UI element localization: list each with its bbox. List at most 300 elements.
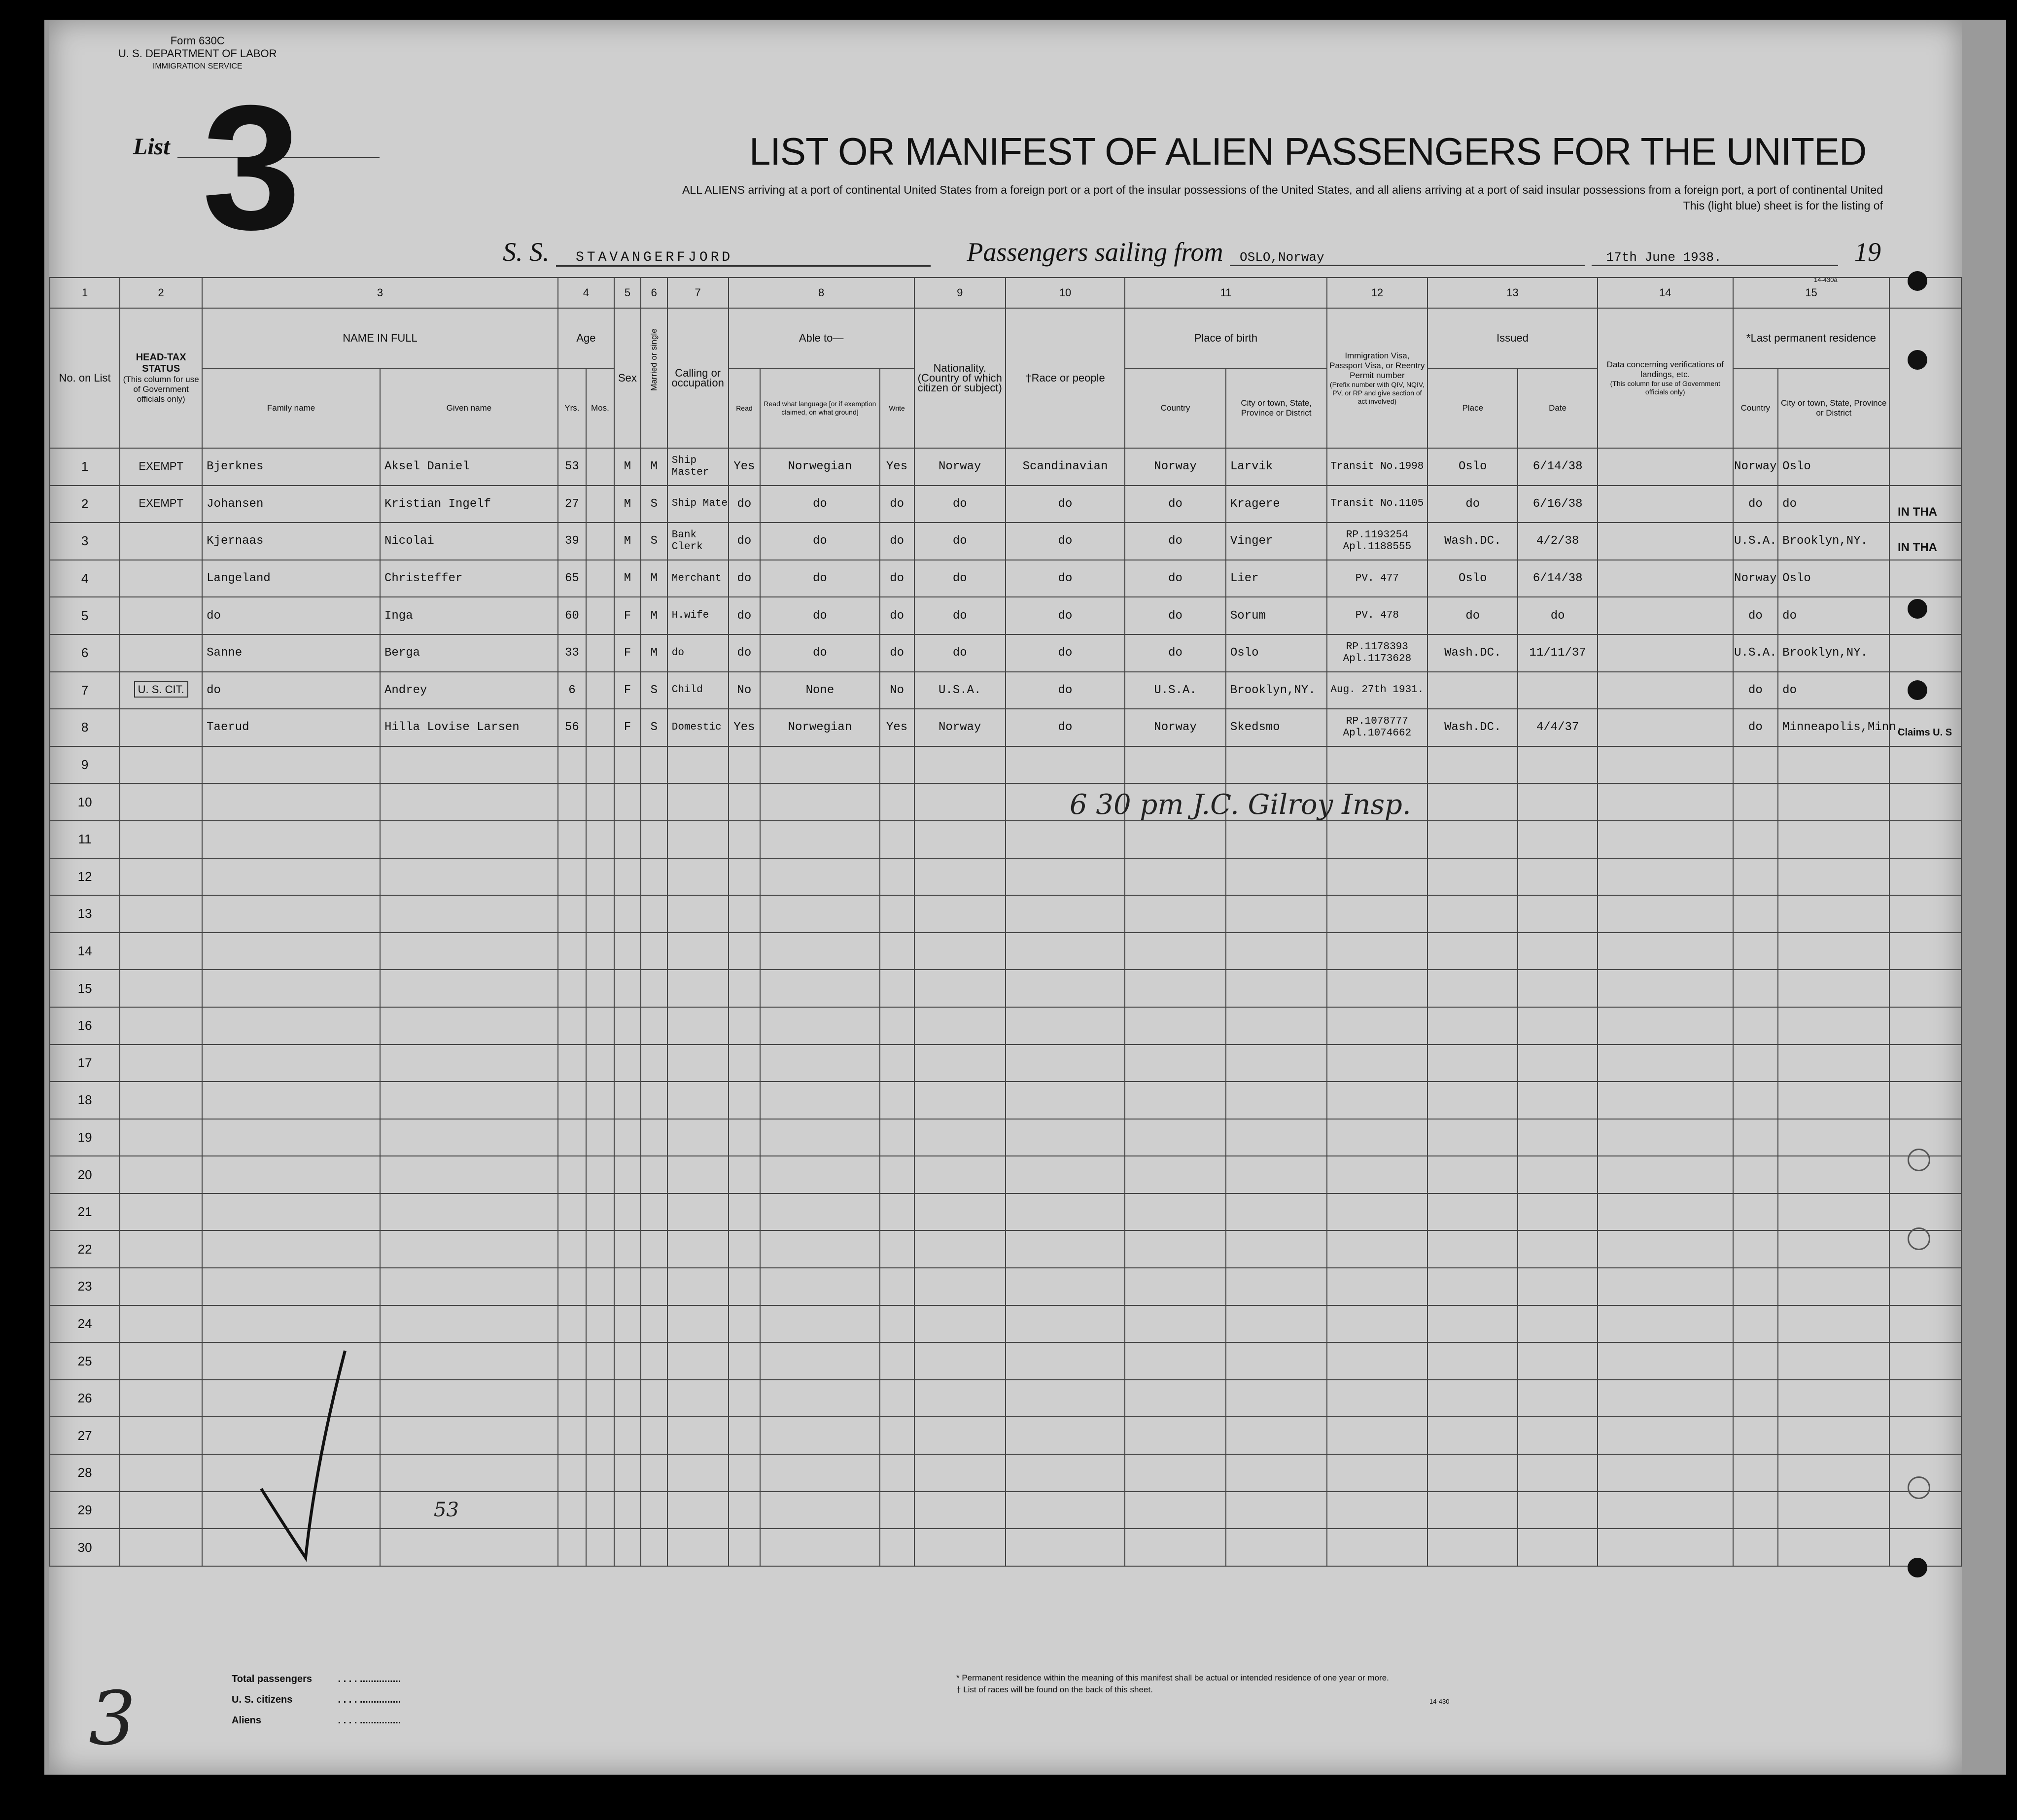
read-cell: Yes	[729, 448, 761, 486]
issued-date-cell	[1518, 1305, 1598, 1343]
birth-country-cell	[1125, 970, 1226, 1007]
res-city-cell	[1778, 1492, 1889, 1529]
family-name-cell: do	[202, 597, 380, 634]
birth-city-cell	[1226, 858, 1327, 896]
write-cell	[880, 1454, 914, 1492]
calling-cell: H.wife	[667, 597, 729, 634]
race-cell	[1006, 1156, 1125, 1193]
res-city-cell	[1778, 933, 1889, 970]
birth-city-cell: Brooklyn,NY.	[1226, 672, 1327, 709]
language-cell	[760, 1492, 879, 1529]
language-cell	[760, 895, 879, 933]
birth-city-cell	[1226, 895, 1327, 933]
verification-cell	[1598, 523, 1733, 560]
language-cell	[760, 746, 879, 784]
sex-cell	[614, 895, 641, 933]
aliens-label: Aliens	[232, 1715, 262, 1726]
visa-cell	[1327, 1342, 1428, 1380]
margin-cell	[1889, 746, 1961, 784]
birth-city-cell	[1226, 1156, 1327, 1193]
verification-cell	[1598, 672, 1733, 709]
age-months-cell	[586, 746, 614, 784]
calling-cell	[667, 821, 729, 858]
header-res-country: Country	[1733, 368, 1778, 448]
marital-cell	[641, 970, 667, 1007]
nationality-cell: do	[914, 597, 1006, 634]
marital-cell	[641, 821, 667, 858]
given-name-cell	[380, 1156, 558, 1193]
given-name-cell	[380, 1230, 558, 1268]
sex-cell	[614, 933, 641, 970]
res-country-cell	[1733, 1417, 1778, 1454]
issued-date-cell	[1518, 1529, 1598, 1566]
verification-cell	[1598, 1454, 1733, 1492]
verification-cell	[1598, 560, 1733, 597]
res-country-cell: Norway	[1733, 560, 1778, 597]
issued-place-cell	[1427, 970, 1518, 1007]
sex-cell: M	[614, 560, 641, 597]
head-tax-cell	[120, 709, 202, 746]
res-city-cell	[1778, 1417, 1889, 1454]
issued-place-cell	[1427, 1119, 1518, 1156]
birth-country-cell	[1125, 1342, 1226, 1380]
issued-date-cell	[1518, 1492, 1598, 1529]
read-cell	[729, 895, 761, 933]
margin-cell	[1889, 634, 1961, 672]
family-name-cell	[202, 1156, 380, 1193]
margin-cell	[1889, 933, 1961, 970]
issued-place-cell	[1427, 895, 1518, 933]
head-tax-cell	[120, 783, 202, 821]
sex-cell	[614, 1119, 641, 1156]
read-cell: do	[729, 634, 761, 672]
res-country-cell	[1733, 821, 1778, 858]
head-tax-cell	[120, 1454, 202, 1492]
empty-row	[50, 1007, 1961, 1045]
write-cell	[880, 933, 914, 970]
sex-cell	[614, 1193, 641, 1231]
issued-date-cell: 11/11/37	[1518, 634, 1598, 672]
head-tax-cell	[120, 634, 202, 672]
write-cell: Yes	[880, 448, 914, 486]
visa-cell: RP.1193254 Apl.1188555	[1327, 523, 1428, 560]
race-cell	[1006, 970, 1125, 1007]
birth-country-cell	[1125, 1119, 1226, 1156]
language-cell: do	[760, 486, 879, 523]
row-number: 13	[50, 895, 120, 933]
res-country-cell	[1733, 746, 1778, 784]
given-name-cell	[380, 1342, 558, 1380]
res-country-cell: do	[1733, 709, 1778, 746]
age-months-cell	[586, 486, 614, 523]
birth-city-cell	[1226, 1230, 1327, 1268]
issued-date-cell	[1518, 1007, 1598, 1045]
issued-place-cell: do	[1427, 597, 1518, 634]
head-tax-stamp: EXEMPT	[139, 497, 183, 510]
nationality-cell	[914, 1492, 1006, 1529]
res-city-cell: Brooklyn,NY.	[1778, 634, 1889, 672]
age-months-cell	[586, 783, 614, 821]
issued-place-cell	[1427, 1082, 1518, 1119]
res-city-cell	[1778, 858, 1889, 896]
res-country-cell: do	[1733, 672, 1778, 709]
verification-cell	[1598, 448, 1733, 486]
visa-cell	[1327, 1156, 1428, 1193]
calling-cell: do	[667, 634, 729, 672]
nationality-cell: Norway	[914, 709, 1006, 746]
write-cell: do	[880, 597, 914, 634]
nationality-cell	[914, 1007, 1006, 1045]
read-cell	[729, 1342, 761, 1380]
header-place-of-birth: Place of birth	[1125, 308, 1326, 368]
res-city-cell: do	[1778, 486, 1889, 523]
write-cell	[880, 1342, 914, 1380]
res-city-cell: Brooklyn,NY.	[1778, 523, 1889, 560]
age-years-cell	[558, 1454, 586, 1492]
row-number: 17	[50, 1045, 120, 1082]
res-country-cell	[1733, 895, 1778, 933]
age-months-cell	[586, 634, 614, 672]
margin-cell	[1889, 1529, 1961, 1566]
marital-cell	[641, 1007, 667, 1045]
language-cell	[760, 1342, 879, 1380]
row-number: 27	[50, 1417, 120, 1454]
age-months-cell	[586, 1268, 614, 1305]
empty-row	[50, 1305, 1961, 1343]
margin-cell	[1889, 1380, 1961, 1417]
visa-cell: PV. 478	[1327, 597, 1428, 634]
family-name-cell	[202, 746, 380, 784]
verification-cell	[1598, 1342, 1733, 1380]
nationality-cell: do	[914, 560, 1006, 597]
write-cell	[880, 1230, 914, 1268]
family-name-cell: Taerud	[202, 709, 380, 746]
totals-footer: Total passengers . . . . ............... U. S. citizens . . . . ............... Aliens . . . . ...............	[232, 1669, 401, 1731]
head-tax-cell	[120, 1045, 202, 1082]
corner-mark: 3	[89, 1676, 136, 1762]
nationality-cell	[914, 1417, 1006, 1454]
margin-cell	[1889, 970, 1961, 1007]
form-line-3: IMMIGRATION SERVICE	[152, 62, 243, 70]
given-name-cell: Berga	[380, 634, 558, 672]
margin-cell	[1889, 895, 1961, 933]
language-cell	[760, 1193, 879, 1231]
marital-cell: S	[641, 709, 667, 746]
nationality-cell	[914, 821, 1006, 858]
age-months-cell	[586, 1454, 614, 1492]
verification-cell	[1598, 1156, 1733, 1193]
marital-cell	[641, 1082, 667, 1119]
age-years-cell	[558, 1119, 586, 1156]
age-years-cell: 60	[558, 597, 586, 634]
race-cell	[1006, 1193, 1125, 1231]
language-cell	[760, 821, 879, 858]
visa-cell: Aug. 27th 1931.	[1327, 672, 1428, 709]
marital-cell: M	[641, 560, 667, 597]
head-tax-stamp: EXEMPT	[139, 459, 183, 472]
age-months-cell	[586, 1342, 614, 1380]
col-num-14: 14	[1598, 278, 1733, 308]
birth-city-cell	[1226, 1268, 1327, 1305]
birth-city-cell	[1226, 933, 1327, 970]
birth-country-cell	[1125, 1305, 1226, 1343]
header-married: Married or single	[641, 308, 667, 448]
row-number: 26	[50, 1380, 120, 1417]
age-months-cell	[586, 672, 614, 709]
age-years-cell: 6	[558, 672, 586, 709]
res-city-cell: Minneapolis,Minn.	[1778, 709, 1889, 746]
birth-city-cell	[1226, 1417, 1327, 1454]
issued-place-cell	[1427, 1417, 1518, 1454]
header-no-on-list: No. on List	[50, 308, 120, 448]
birth-city-cell	[1226, 1082, 1327, 1119]
language-cell: do	[760, 523, 879, 560]
row-number: 8	[50, 709, 120, 746]
row-number: 15	[50, 970, 120, 1007]
calling-cell	[667, 858, 729, 896]
birth-city-cell	[1226, 1342, 1327, 1380]
header-mos: Mos.	[586, 368, 614, 448]
age-years-cell	[558, 1417, 586, 1454]
verification-cell	[1598, 1529, 1733, 1566]
age-years-cell	[558, 821, 586, 858]
family-name-cell	[202, 1193, 380, 1231]
given-name-cell	[380, 1007, 558, 1045]
issued-date-cell	[1518, 1417, 1598, 1454]
marital-cell	[641, 1119, 667, 1156]
passenger-row	[50, 486, 1961, 523]
punch-hole-icon	[1908, 350, 1927, 370]
col-num-1: 1	[50, 278, 120, 308]
write-cell: do	[880, 634, 914, 672]
read-cell	[729, 1380, 761, 1417]
family-name-cell	[202, 1230, 380, 1268]
birth-country-cell	[1125, 1492, 1226, 1529]
age-months-cell	[586, 1193, 614, 1231]
nationality-cell	[914, 1380, 1006, 1417]
res-country-cell	[1733, 1380, 1778, 1417]
calling-cell	[667, 895, 729, 933]
margin-cell	[1889, 783, 1961, 821]
col-num-6: 6	[641, 278, 667, 308]
visa-cell	[1327, 1268, 1428, 1305]
race-cell	[1006, 1492, 1125, 1529]
age-months-cell	[586, 970, 614, 1007]
sex-cell	[614, 1230, 641, 1268]
passenger-row	[50, 448, 1961, 486]
header-age: Age	[558, 308, 614, 368]
race-cell: do	[1006, 597, 1125, 634]
calling-cell	[667, 1230, 729, 1268]
side-note-2: IN THA	[1898, 541, 1937, 554]
birth-country-cell	[1125, 746, 1226, 784]
res-city-cell	[1778, 1119, 1889, 1156]
row-number: 1	[50, 448, 120, 486]
marital-cell: S	[641, 523, 667, 560]
row-number: 19	[50, 1119, 120, 1156]
empty-row	[50, 746, 1961, 784]
sex-cell	[614, 1454, 641, 1492]
res-country-cell	[1733, 970, 1778, 1007]
empty-row	[50, 1268, 1961, 1305]
header-calling: Calling or occupation	[667, 308, 729, 448]
res-city-cell	[1778, 746, 1889, 784]
margin-cell	[1889, 560, 1961, 597]
birth-country-cell	[1125, 1082, 1226, 1119]
sex-cell	[614, 1082, 641, 1119]
given-name-cell	[380, 1454, 558, 1492]
visa-cell	[1327, 1007, 1428, 1045]
row-number: 10	[50, 783, 120, 821]
read-cell	[729, 1230, 761, 1268]
visa-cell	[1327, 1380, 1428, 1417]
row-number: 2	[50, 486, 120, 523]
row-number: 3	[50, 523, 120, 560]
title-subtitle-2: This (light blue) sheet is for the listing of	[1683, 199, 1883, 212]
verification-cell	[1598, 1007, 1733, 1045]
race-cell	[1006, 1380, 1125, 1417]
read-cell	[729, 1082, 761, 1119]
calling-cell	[667, 783, 729, 821]
language-cell	[760, 1529, 879, 1566]
age-years-cell	[558, 1342, 586, 1380]
marital-cell	[641, 1193, 667, 1231]
given-name-cell: Kristian Ingelf	[380, 486, 558, 523]
row-number: 5	[50, 597, 120, 634]
family-name-cell: Langeland	[202, 560, 380, 597]
issued-date-cell	[1518, 746, 1598, 784]
check-mark	[246, 1341, 375, 1563]
issued-date-cell	[1518, 1380, 1598, 1417]
language-cell	[760, 1156, 879, 1193]
age-months-cell	[586, 933, 614, 970]
issued-date-cell: 4/2/38	[1518, 523, 1598, 560]
birth-country-cell	[1125, 821, 1226, 858]
write-cell	[880, 783, 914, 821]
page-title: LIST OR MANIFEST OF ALIEN PASSENGERS FOR THE UNITED	[749, 130, 1867, 173]
read-cell	[729, 1193, 761, 1231]
birth-country-cell	[1125, 1268, 1226, 1305]
col-num-8: 8	[729, 278, 914, 308]
age-years-cell: 39	[558, 523, 586, 560]
given-name-cell: Inga	[380, 597, 558, 634]
visa-cell	[1327, 1305, 1428, 1343]
res-city-cell	[1778, 895, 1889, 933]
language-cell	[760, 858, 879, 896]
verification-cell	[1598, 1305, 1733, 1343]
visa-cell	[1327, 1045, 1428, 1082]
row-number: 23	[50, 1268, 120, 1305]
issued-place-cell	[1427, 1268, 1518, 1305]
nationality-cell	[914, 970, 1006, 1007]
head-tax-cell	[120, 895, 202, 933]
language-cell	[760, 783, 879, 821]
visa-cell	[1327, 970, 1428, 1007]
header-yrs: Yrs.	[558, 368, 586, 448]
head-tax-cell	[120, 560, 202, 597]
row-number: 9	[50, 746, 120, 784]
family-name-cell	[202, 1007, 380, 1045]
visa-cell	[1327, 1230, 1428, 1268]
col-num-7: 7	[667, 278, 729, 308]
family-name-cell: Sanne	[202, 634, 380, 672]
family-name-cell	[202, 970, 380, 1007]
language-cell: Norwegian	[760, 448, 879, 486]
sex-cell: M	[614, 523, 641, 560]
birth-city-cell: Lier	[1226, 560, 1327, 597]
margin-cell	[1889, 1007, 1961, 1045]
issued-place-cell	[1427, 1454, 1518, 1492]
visa-cell	[1327, 746, 1428, 784]
marital-cell	[641, 858, 667, 896]
read-cell	[729, 1268, 761, 1305]
empty-row	[50, 1193, 1961, 1231]
nationality-cell: do	[914, 523, 1006, 560]
visa-cell	[1327, 895, 1428, 933]
footnotes	[956, 1672, 1449, 1708]
issued-date-cell	[1518, 895, 1598, 933]
margin-cell	[1889, 448, 1961, 486]
race-cell: do	[1006, 523, 1125, 560]
birth-country-cell	[1125, 1417, 1226, 1454]
empty-row	[50, 858, 1961, 896]
res-city-cell	[1778, 1454, 1889, 1492]
verification-cell	[1598, 970, 1733, 1007]
age-months-cell	[586, 895, 614, 933]
empty-row	[50, 1230, 1961, 1268]
issued-place-cell	[1427, 1529, 1518, 1566]
family-name-cell	[202, 1268, 380, 1305]
family-name-cell	[202, 1045, 380, 1082]
race-cell: Scandinavian	[1006, 448, 1125, 486]
language-cell	[760, 1119, 879, 1156]
marital-cell: M	[641, 448, 667, 486]
list-label: List	[133, 134, 170, 160]
header-last-residence: *Last permanent residence	[1733, 308, 1890, 368]
race-cell	[1006, 1342, 1125, 1380]
margin-cell	[1889, 1342, 1961, 1380]
calling-cell	[667, 1305, 729, 1343]
res-country-cell	[1733, 1230, 1778, 1268]
write-cell	[880, 1119, 914, 1156]
visa-cell	[1327, 1492, 1428, 1529]
given-name-cell: Aksel Daniel	[380, 448, 558, 486]
empty-row	[50, 895, 1961, 933]
issued-date-cell	[1518, 1268, 1598, 1305]
visa-cell: RP.1178393 Apl.1173628	[1327, 634, 1428, 672]
res-city-cell	[1778, 1380, 1889, 1417]
given-name-cell	[380, 1082, 558, 1119]
write-cell	[880, 1193, 914, 1231]
write-cell: Yes	[880, 709, 914, 746]
issued-place-cell	[1427, 1342, 1518, 1380]
row-number: 29	[50, 1492, 120, 1529]
row-number: 22	[50, 1230, 120, 1268]
column-number-row	[50, 278, 1961, 308]
given-name-cell	[380, 1119, 558, 1156]
visa-cell: PV. 477	[1327, 560, 1428, 597]
res-country-cell	[1733, 1082, 1778, 1119]
language-cell: Norwegian	[760, 709, 879, 746]
read-cell	[729, 1529, 761, 1566]
punch-hole-icon	[1908, 1558, 1927, 1577]
given-name-cell	[380, 1380, 558, 1417]
margin-cell	[1889, 1193, 1961, 1231]
head-tax-cell	[120, 933, 202, 970]
race-cell	[1006, 1268, 1125, 1305]
birth-city-cell	[1226, 1454, 1327, 1492]
res-country-cell	[1733, 1492, 1778, 1529]
